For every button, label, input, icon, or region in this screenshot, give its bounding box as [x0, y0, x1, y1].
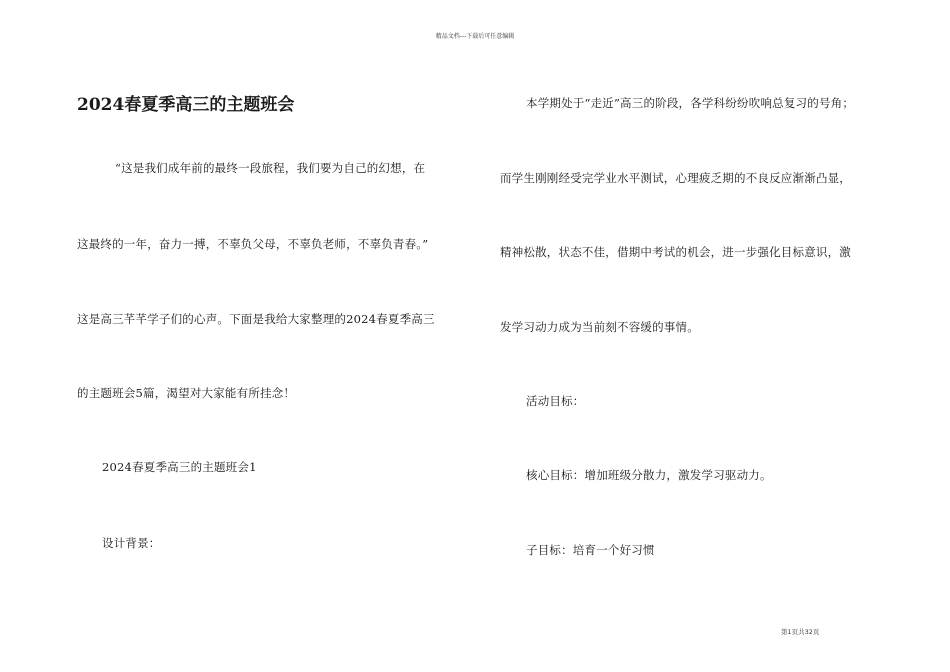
subsection-label: 活动目标： — [526, 394, 585, 408]
page-number: 第1页共32页 — [781, 628, 820, 636]
header-note: 精品文档---下载后可任意编辑 — [435, 33, 515, 40]
document-title: 2024春夏季高三的主题班会 — [77, 95, 295, 115]
paragraph-line: 核心目标：增加班级分散力，激发学习驱动力。 — [526, 468, 772, 482]
paragraph-line: 这是高三芊芊学子们的心声。下面是我给大家整理的2024春夏季高三 — [77, 312, 435, 326]
paragraph-line: 子目标：培育一个好习惯 — [526, 543, 655, 557]
paragraph-line: “这是我们成年前的最终一段旅程，我们要为自己的幻想，在 — [115, 161, 426, 175]
section-heading: 2024春夏季高三的主题班会1 — [102, 460, 257, 474]
paragraph-line: 本学期处于“走近”高三的阶段，各学科纷纷吹响总复习的号角； — [526, 96, 855, 110]
subsection-label: 设计背景： — [102, 536, 161, 550]
paragraph-line: 的主题班会5篇，渴望对大家能有所挂念！ — [77, 386, 296, 400]
paragraph-line: 这最终的一年，奋力一搏，不辜负父母，不辜负老师，不辜负青春。” — [77, 237, 429, 251]
paragraph-line: 发学习动力成为当前刻不容缓的事情。 — [500, 320, 699, 334]
paragraph-line: 精神松散，状态不佳，借期中考试的机会，进一步强化目标意识，激 — [500, 245, 851, 259]
paragraph-line: 而学生刚刚经受完学业水平测试，心理疲乏期的不良反应渐渐凸显， — [500, 171, 851, 185]
